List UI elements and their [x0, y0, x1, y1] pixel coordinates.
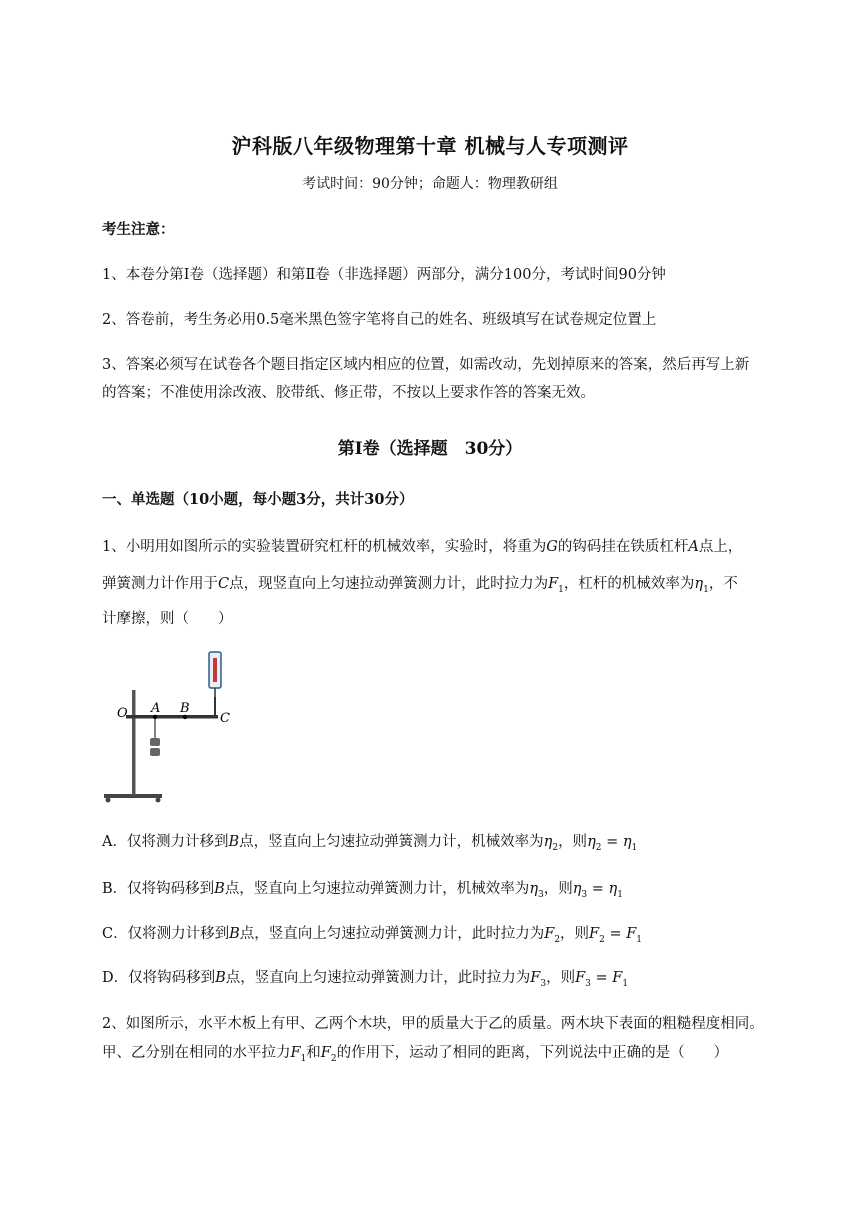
question-1-line-1: 1、小明用如图所示的实验装置研究杠杆的机械效率，实验时，将重为G的钩码挂在铁质杠杆A点上， [102, 539, 743, 555]
part-heading: 一、单选题（10小题，每小题3分，共计30分） [102, 491, 414, 508]
label-B: B [180, 701, 190, 716]
notice-item-3-line-2: 的答案；不准使用涂改液、胶带纸、修正带，不按以上要求作答的答案无效。 [102, 385, 595, 401]
var-F1: F [548, 576, 559, 592]
question-1-line-2: 弹簧测力计作用于C点，现竖直向上匀速拉动弹簧测力计，此时拉力为$F_1$，杠杆的机械效率为$\eta_1$，不 [102, 576, 738, 595]
option-A: A．仅将测力计移到B点，竖直向上匀速拉动弹簧测力计，机械效率为$\eta_2$，则$\eta_2 = \eta_1$ [102, 834, 638, 853]
notice-item-2: 2、答卷前，考生务必用0.5毫米黑色签字笔将自己的姓名、班级填写在试卷规定位置上 [102, 312, 657, 328]
hook-weight-1 [150, 738, 160, 746]
label-O: O [117, 706, 128, 721]
stand-post [132, 690, 136, 795]
notice-heading: 考生注意： [102, 221, 175, 238]
label-C: C [220, 711, 230, 726]
page-title: 沪科版八年级物理第十章 机械与人专项测评 [231, 134, 629, 158]
section-title: 第Ⅰ卷（选择题 30分） [337, 439, 523, 459]
question-2-line-2: 甲、乙分别在相同的水平拉力$F_1$和$F_2$的作用下，运动了相同的距离，下列说法中正确的是（ ） [102, 1045, 729, 1064]
var-eta1: η [694, 576, 704, 592]
notice-item-3-line-1: 3、答案必须写在试卷各个题目指定区域内相应的位置，如需改动，先划掉原来的答案，然后再写上新 [102, 357, 750, 373]
page-subtitle: 考试时间：90分钟；命题人：物理教研组 [302, 176, 558, 192]
var-G: G [546, 539, 558, 555]
option-C: C．仅将测力计移到B点，竖直向上匀速拉动弹簧测力计，此时拉力为$F_2$，则$F_2 = F_1$ [102, 926, 643, 945]
hook-weight-2 [150, 748, 160, 756]
option-D: D．仅将钩码移到B点，竖直向上匀速拉动弹簧测力计，此时拉力为$F_3$，则$F_3 = F_1$ [102, 970, 629, 989]
option-B: B．仅将钩码移到B点，竖直向上匀速拉动弹簧测力计，机械效率为$\eta_3$，则$\eta_3 = \eta_1$ [102, 881, 623, 900]
lever-bar [126, 715, 218, 719]
var-A: A [688, 539, 699, 555]
question-1-line-3: 计摩擦，则（ ） [102, 611, 233, 627]
notice-item-1: 1、本卷分第Ⅰ卷（选择题）和第Ⅱ卷（非选择题）两部分，满分100分，考试时间90分钟 [102, 267, 666, 283]
lever-apparatus-figure [100, 650, 240, 805]
label-A: A [151, 701, 161, 716]
question-2-line-1: 2、如图所示，水平木板上有甲、乙两个木块，甲的质量大于乙的质量。两木块下表面的粗糙程度相同。 [102, 1016, 764, 1032]
var-C: C [218, 576, 230, 592]
